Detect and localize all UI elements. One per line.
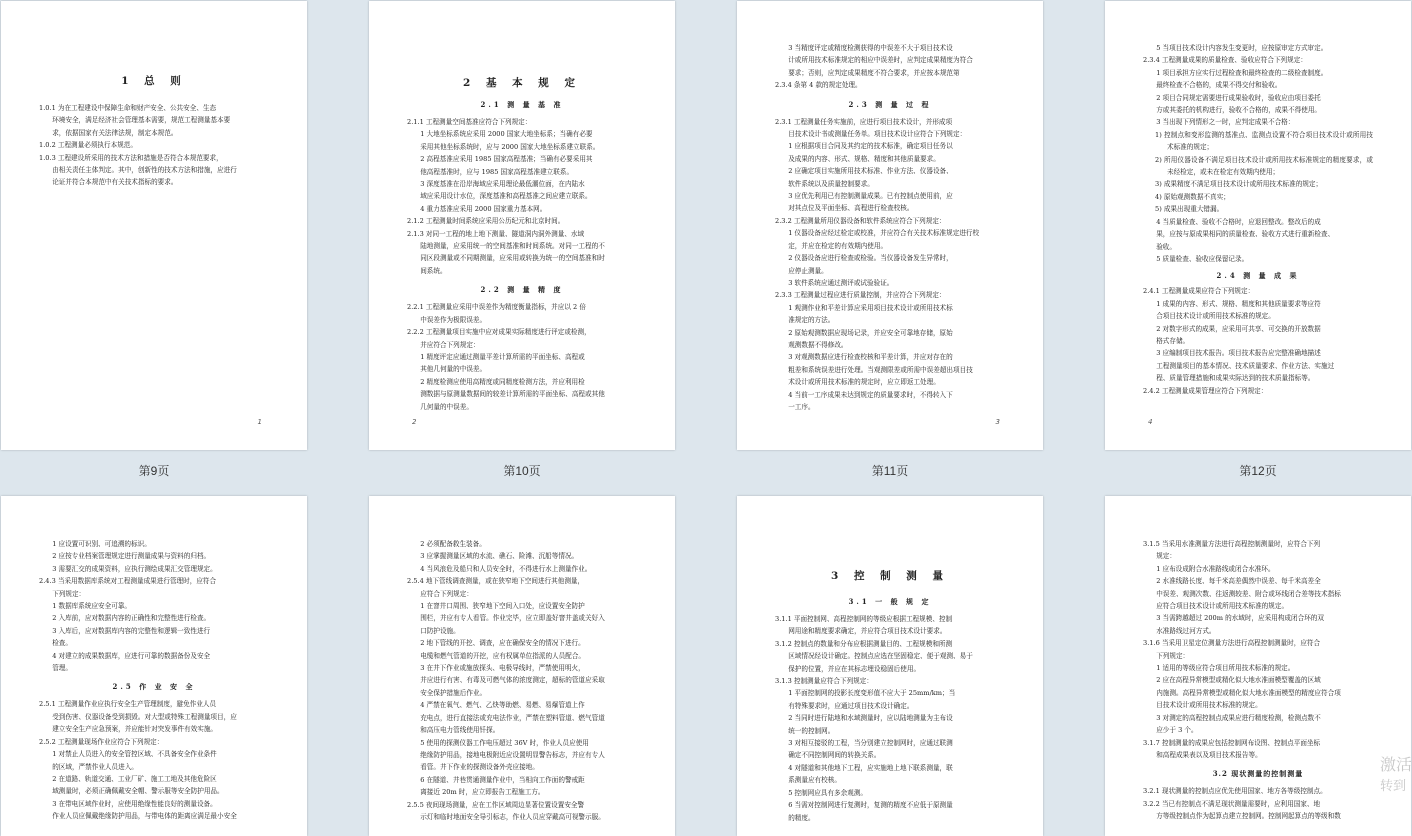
text-line: 2.5.5 夜间现场测量，应在工作区域周边显著位置设置安全警 <box>407 800 585 809</box>
text-line: 1 在窨井口周围、狭窄地下空间入口处，应设置安全防护 <box>420 602 585 611</box>
list-item: 5) 成果出现重大错漏。 <box>1155 205 1224 214</box>
text-line: 4 严禁在氧气、燃气、乙炔等助燃、易燃、易爆管道上作 <box>420 701 585 710</box>
text-line: 3.1.3 控制测量应符合下列规定： <box>775 677 873 686</box>
text-line: 2 精度检测应使用高精度或同精度检测方法，并应利用检 <box>420 377 585 386</box>
text-line: 5 当项目技术设计内容发生变更时，应按原审定方式审定。 <box>1156 44 1328 52</box>
text-line: 2 当同时进行陆地和水域测量时，应以陆地测量为主布设 <box>788 714 953 723</box>
text-line: 3.1.6 当采用卫星定位测量方法进行高程控制测量时，应符合 <box>1143 639 1321 648</box>
text-line: 3 当需跨越超过 200m 的水域时，应采用构成闭合环的双 <box>1156 614 1324 623</box>
text-line: 系测量应有校核。 <box>788 776 841 785</box>
text-line: 采用其他坐标系统时，应与 2000 国家大地坐标系建立联系。 <box>420 142 600 151</box>
text-line: 2 水准线路长度、每千米高差偶然中误差、每千米高差全 <box>1156 577 1321 586</box>
text-line: 2.5.2 工程测量现场作业应符合下列规定： <box>39 737 164 746</box>
page-caption-12[interactable]: 第12页 <box>1239 464 1277 478</box>
section-title: 2.5 作 业 安 全 <box>112 682 196 692</box>
text-line: 及成果的内容、形式、规格、精度和其他质量要求。 <box>788 154 940 163</box>
text-line: 1 观测作业和平差计算应采用项目技术设计或所用技术标 <box>788 303 953 312</box>
text-line: 离接近 20m 时，应立即报告工程施工方。 <box>420 788 545 797</box>
text-line: 4 对隧道和其他地下工程，应实施地上地下联系测量，联 <box>788 763 953 772</box>
text-line: 保护的位置，并应在其标志埋设稳固后使用。 <box>788 664 921 673</box>
text-line: 其他几何量的中误差。 <box>420 365 487 374</box>
text-line: 确定不同控制网间的转换关系。 <box>788 751 881 760</box>
text-line: 2.1.1 工程测量空间基准应符合下列规定： <box>407 118 532 126</box>
text-line: 准规定的方法。 <box>788 316 835 325</box>
text-line: 水准路线过河方式。 <box>1156 626 1216 635</box>
text-line: 2.3.3 工程测量过程应进行质量控制，并应符合下列规定： <box>775 291 946 300</box>
text-line: 安全保护措施后作业。 <box>420 688 487 697</box>
text-line: 统一的控制网。 <box>788 726 835 735</box>
text-line: 目技术设计或所用技术标准的规定。 <box>1156 701 1262 710</box>
page-number: 1 <box>257 418 262 426</box>
text-line: 1 应设置可识别、可追溯的标识。 <box>52 540 151 548</box>
text-line: 目技术设计书或测量任务单。项目技术设计应符合下列规定： <box>788 130 967 139</box>
text-line: 2 在道路、轨道交通、工业厂矿、施工工地及其他危险区 <box>52 774 217 783</box>
text-line: 观测数据不得修改。 <box>788 340 848 349</box>
watermark-line: 转到 <box>1379 779 1406 794</box>
chapter-title: 2 基 本 规 定 <box>463 77 581 89</box>
text-line: 3 需要汇交的成果资料，应执行测绘成果汇交管理规定。 <box>52 564 217 573</box>
section-title: 2.3 测 量 过 程 <box>848 99 932 109</box>
text-line: 程、质量管理措施和成果实际达到的技术质量指标等。 <box>1156 374 1315 383</box>
list-item: 3) 成果精度不满足项目技术设计或所用技术标准的规定； <box>1155 180 1323 189</box>
text-line: 3 入库后，应对数据库内容的完整性和逻辑一致性进行 <box>52 626 211 635</box>
text-line: 3.1.2 控制点的数量和分布应根据测量目的、工程规模和所测 <box>775 639 953 648</box>
text-line: 1.0.1 为在工程建设中保障生命和财产安全、公共安全、生态 <box>39 104 217 112</box>
text-line: 中误差、观测次数、往返测较差、附合或环线闭合差等技术指标 <box>1156 589 1341 598</box>
text-line: 2 仪器设备应进行检查或检验。当仪器设备发生异常时， <box>788 254 953 263</box>
text-line: 受到伤害、仪器设备受到损毁。对大型或特殊工程测量项目，应 <box>52 712 237 721</box>
text-line: 3.1.5 当采用水准测量方法进行高程控制测量时，应符合下列 <box>1143 540 1321 548</box>
text-line: 3 对测定的高程控制点成果应进行精度检测，检测点数不 <box>1156 713 1321 722</box>
text-line: 1.0.2 工程测量必须执行本规范。 <box>39 141 137 150</box>
section-title: 2.4 测 量 成 果 <box>1216 271 1300 281</box>
text-line: 建立安全生产应急预案，并应能针对突发事件有效实施。 <box>52 725 218 734</box>
text-line: 格式存储。 <box>1156 336 1190 345</box>
text-line: 要求；否则，应判定成果精度不符合要求，并应按本规范第 <box>788 68 960 77</box>
list-item: 1) 控制点和变形监测的基准点、监测点设置不符合项目技术设计或所用技术标准的规定； <box>1155 130 1373 152</box>
text-line: 3.1.7 控制测量的成果应包括控制网布设图、控制点平面坐标 <box>1143 738 1321 747</box>
text-line: 2.3.4 工程测量成果的质量检查、验收应符合下列规定： <box>1143 56 1307 65</box>
text-line: 计或所用技术标准规定的相应中误差时，应判定成果精度为符合 <box>788 56 973 65</box>
text-line: 区域情况经设计确定。控制点应选在坚固稳定、便于观测、易于 <box>788 652 973 661</box>
text-line: 4 当质量检查、验收不合格时，应退回整改。整改后的成 <box>1156 217 1321 226</box>
text-line: 2.2.2 工程测量项目实施中应对成果实际精度进行评定或检测， <box>407 328 591 337</box>
text-line: 的精度。 <box>788 813 815 822</box>
page-caption-11[interactable]: 第11页 <box>871 464 909 478</box>
text-line: 工程测量项目的基本情况、技术质量要求、作业方法、实施过 <box>1156 361 1335 370</box>
text-line: 的区域，严禁作业人员进入。 <box>52 762 138 771</box>
text-line: 2.3.2 工程测量所用仪器设备和软件系统应符合下列规定： <box>775 216 946 225</box>
text-line: 2.3.4 条第 4 款的规定处理。 <box>775 81 862 90</box>
text-line: 对其点位及平面坐标、高程进行检查校核。 <box>788 204 914 213</box>
text-line: 应停止测量。 <box>788 266 828 275</box>
text-line: 看管。井下作业的探测设备外壳应接地。 <box>420 763 539 772</box>
text-line: 2.4.3 当采用数据库系统对工程测量成果进行管理时，应符合 <box>39 577 217 586</box>
text-line: 2.5.4 地下管线调查测量，或在狭窄地下空间进行其他测量， <box>407 577 585 586</box>
text-line: 检查。 <box>52 639 72 648</box>
text-line: 由相关责任主体判定。其中，创新性的技术方法和措施，应进行 <box>52 166 237 175</box>
text-line: 2.3.1 工程测量任务实施前，应进行项目技术设计，并形成项 <box>775 117 953 126</box>
text-line: 求，依据国家有关法律法规，制定本规范。 <box>52 128 178 137</box>
text-line: 2 地下管线的开挖、调查，应在确保安全的情况下进行。 <box>420 639 585 648</box>
text-line: 围栏，并应有专人看管。作业完毕，应立即盖好窨井盖或关好入 <box>420 614 605 623</box>
text-line: 1 对禁止人员进入的安全管控区域、不具备安全作业条件 <box>52 750 217 759</box>
text-line: 环境安全，满足经济社会管理基本需要，规范工程测量基本要 <box>52 116 231 125</box>
text-line: 1 数据库系统应安全可靠。 <box>52 602 132 611</box>
text-line: 1 项目承担方应实行过程检查和最终检查的二级检查制度。 <box>1156 68 1328 77</box>
text-line: 并应进行有害、有毒及可燃气体的浓度测定，超标的管道应采取 <box>420 676 605 685</box>
text-line: 有特殊要求时，应通过项目技术设计确定。 <box>788 701 914 710</box>
list-item: 2) 所用仪器设备不满足项目技术设计或所用技术标准规定的精度要求，或未经检定，或未在检定有效期内使用； <box>1155 155 1373 177</box>
text-line: 1 仪器设备应经过检定或校准，并应符合有关技术标准规定进行校 <box>788 229 980 238</box>
activation-watermark <box>1380 754 1412 798</box>
text-line: 1 精度评定应通过测量平差计算所需的平面坐标、高程或 <box>420 352 585 361</box>
text-line: 2 应在高程异常模型或精化似大地水准面模型覆盖的区域 <box>1156 676 1321 685</box>
page-11 <box>737 1 1043 450</box>
text-line: 他高程基准时，应与 1985 国家高程基准建立联系。 <box>420 167 574 176</box>
text-line: 4 对建立的成果数据库，应进行可靠的数据备份及安全 <box>52 651 211 660</box>
section-title: 2.2 测 量 精 度 <box>480 285 564 295</box>
watermark-line: 激活 <box>1379 755 1412 774</box>
text-line: 1 应布设成附合水准路线或闭合水准环。 <box>1156 564 1275 573</box>
text-line: 方等级控制点作为起算点建立控制网。控制网起算点的等级和数 <box>1156 812 1341 821</box>
text-line: 验收。 <box>1156 242 1176 251</box>
page-number: 2 <box>412 418 417 426</box>
page-16 <box>1105 496 1411 836</box>
text-line: 和高压电力管线使用钎探。 <box>420 726 500 735</box>
page-12 <box>1105 1 1411 450</box>
text-line: 4 当风浪危及船只和人员安全时，不得进行水上测量作业。 <box>420 564 592 573</box>
text-line: 3.2.2 当已有控制点不满足现状测量需要时，应利用国家、地 <box>1143 799 1321 808</box>
text-line: 3 对观测数据应进行检查校核和平差计算，并应对存在的 <box>788 353 953 362</box>
text-line: 6 当需对控制网进行复测时，复测的精度不应低于原测量 <box>788 801 953 810</box>
text-line: 1 应根据项目合同及其约定的技术标准，确定项目任务以 <box>788 142 953 151</box>
text-line: 4 重力基准应采用 2000 国家重力基本网。 <box>420 204 547 213</box>
text-line: 果，应按与原成果相同的质量检查、验收方式进行重新检查、 <box>1156 230 1335 239</box>
text-line: 1.0.3 工程建设所采用的技术方法和措施是否符合本规范要求， <box>39 153 223 162</box>
text-line: 应少于 3 个。 <box>1156 726 1198 735</box>
text-line: 2.5.1 工程测量作业应执行安全生产管理制度，避免作业人员 <box>39 700 217 709</box>
text-line: 3 当精度评定或精度检测获得的中误差不大于项目技术设 <box>788 44 953 52</box>
text-line: 5 质量检查、验收应保留记录。 <box>1156 254 1249 263</box>
text-line: 口防护设施。 <box>420 626 460 635</box>
page-number: 3 <box>995 418 1000 426</box>
page-number: 4 <box>1148 418 1153 426</box>
section-title: 2.1 测 量 基 准 <box>480 100 564 109</box>
text-line: 规定： <box>1156 552 1176 561</box>
text-line: 论证并符合本规范中有关技术指标的要求。 <box>52 178 178 187</box>
text-line: 网用途和精度要求确定，并应符合项目技术设计要求。 <box>788 627 947 636</box>
text-line: 2.4.1 工程测量成果应符合下列规定： <box>1143 287 1255 296</box>
text-line: 1 平面控制网的投影长度变形值不应大于 25mm/km；当 <box>788 689 956 698</box>
text-line: 一工序。 <box>788 402 815 411</box>
text-line: 测数据与原测量数据间的较差计算所需的平面坐标、高程或其他 <box>420 390 605 399</box>
page-14 <box>369 496 675 836</box>
text-line: 2 项目合同规定需要进行成果验收时，验收应由项目委托 <box>1156 93 1321 102</box>
text-line: 2.2.1 工程测量应采用中误差作为精度衡量指标，并应以 2 倍 <box>407 303 586 312</box>
text-line: 5 使用的探测仪器工作电压超过 36V 时，作业人员应使用 <box>420 738 589 747</box>
text-line: 应符合下列规定： <box>420 589 473 598</box>
page-10 <box>369 1 675 450</box>
text-line: 方或其委托的机构进行，验收不合格的，成果不得使用。 <box>1156 106 1322 115</box>
text-line: 2 应确定项目实施所用技术标准、作业方法、仪器设备、 <box>788 167 953 176</box>
text-line: 3 软件系统应通过测评或试验验证。 <box>788 278 894 287</box>
text-line: 软件系统以及质量控制要求。 <box>788 179 874 188</box>
text-line: 域应采用设计水位，深度基准和高程基准之间应建立联系。 <box>420 192 592 201</box>
page-caption-10[interactable]: 第10页 <box>503 464 541 478</box>
text-line: 3 应优先利用已有控制测量成果。已有控制点使用前，应 <box>788 192 953 201</box>
text-line: 1 大地坐标系统应采用 2000 国家大地坐标系；当确有必要 <box>420 130 593 139</box>
text-line: 1 适用的等级应符合项目所用技术标准的规定。 <box>1156 664 1295 673</box>
text-line: 绝缘防护用品，接地电极附近应设置明显警告标志，并应有专人 <box>420 750 605 759</box>
section-title: 3.2 现状测量的控制测量 <box>1212 769 1304 779</box>
text-line: 2 入库前，应对数据内容的正确性和完整性进行检查。 <box>52 614 211 623</box>
text-line: 2 对数字形式的成果，应采用可共享、可交换的开放数据 <box>1156 324 1321 333</box>
list-item: 4) 原始观测数据不真实； <box>1155 192 1230 201</box>
text-line: 3 深度基准在沿岸海域应采用理论最低潮位面，在内陆水 <box>420 180 585 189</box>
text-line: 2.1.3 对同一工程的地上地下测量、隧道洞内洞外测量、水域 <box>407 229 585 238</box>
page-13 <box>1 496 307 836</box>
text-line: 管理。 <box>52 664 72 673</box>
text-line: 电缆和燃气管道的开挖，应有权属单位指派的人员配合。 <box>420 651 586 660</box>
text-line: 合项目技术设计或所用技术标准的规定。 <box>1156 312 1275 321</box>
text-line: 2 必须配备救生装备。 <box>420 540 486 548</box>
text-line: 和高程成果表以及项目技术报告等。 <box>1156 750 1262 759</box>
text-line: 充电点，进行直接法或充电法作业，严禁在塑料管道、燃气管道 <box>420 713 605 722</box>
text-line: 定，并应在检定的有效期内使用。 <box>788 241 888 250</box>
text-line: 3 应编制项目技术报告。项目技术报告应完整准确地描述 <box>1156 349 1321 358</box>
text-line: 几何量的中误差。 <box>420 402 473 411</box>
page-caption-9[interactable]: 第9页 <box>138 464 170 478</box>
page-15 <box>737 496 1043 836</box>
chapter-title: 3 控 制 测 量 <box>831 570 949 582</box>
text-line: 同区段测量或不同期测量，应采用或转换为统一的空间基准和时 <box>420 254 605 263</box>
text-line: 下列规定： <box>52 589 86 598</box>
text-line: 2.4.2 工程测量成果管理应符合下列规定： <box>1143 386 1268 395</box>
section-title: 3.1 一 般 规 定 <box>848 597 932 606</box>
text-line: 中误差作为极限误差。 <box>420 315 487 324</box>
text-line: 并应符合下列规定： <box>420 340 480 349</box>
text-line: 应符合项目技术设计或所用技术标准的规定。 <box>1156 602 1289 611</box>
text-line: 内施测。高程异常模型或精化似大地水准面模型的精度应符合项 <box>1156 688 1341 697</box>
page-9 <box>1 1 307 450</box>
text-line: 陆地测量，应采用统一的空间基准和时间系统。对同一工程的不 <box>420 242 605 251</box>
text-line: 域测量时，必须正确佩戴安全帽、警示服等安全防护用品。 <box>52 787 224 796</box>
text-line: 间系统。 <box>420 266 447 275</box>
text-line: 示灯和临时地面安全导引标志，作业人员应穿戴高可视警示服。 <box>420 812 605 821</box>
text-line: 2.1.2 工程测量时间系统应采用公历纪元和北京时间。 <box>407 217 565 226</box>
text-line: 5 控制网应具有多余观测。 <box>788 788 868 797</box>
text-line: 3 对相互接驳的工程，当分别建立控制网时，应通过联测 <box>788 739 953 748</box>
text-line: 3 在井下作业或施放探头、电极导线时，严禁使用明火， <box>420 664 585 673</box>
text-line: 2 应按专业档案管理规定进行测量成果与资料的归档。 <box>52 552 211 561</box>
text-line: 最终检查不合格的，成果不得交付和验收。 <box>1156 81 1282 90</box>
text-line: 3 在带电区域作业时，应使用绝缘性能良好的测量设备。 <box>52 799 217 808</box>
text-line: 3.2.1 现状测量的控制点应优先使用国家、地方各等级控制点。 <box>1143 787 1327 796</box>
text-line: 术设计或所用技术标准的规定时，应立即返工处理。 <box>788 378 940 387</box>
text-line: 6 在隧道、井巷贯通测量作业中，当相向工作面的警戒距 <box>420 775 585 784</box>
text-line: 1 成果的内容、形式、规格、精度和其他质量要求等应符 <box>1156 299 1321 308</box>
chapter-title: 1 总 则 <box>121 75 187 87</box>
text-line: 作业人员应佩戴绝缘防护用品，与带电体的距离应满足最小安全 <box>52 812 237 821</box>
text-line: 3.1.1 平面控制网、高程控制网的等级应根据工程规模、控制 <box>775 615 953 623</box>
text-line: 4 当前一工序成果未达到规定的质量要求时，不得转入下 <box>788 390 953 399</box>
text-line: 2 高程基准应采用 1985 国家高程基准；当确有必要采用其 <box>420 155 593 164</box>
text-line: 2 原始观测数据应现场记录，并应安全可靠地存储，原始 <box>788 328 953 337</box>
text-line: 下列规定： <box>1156 651 1190 660</box>
text-line: 3 应掌握测量区域的水流、礁石、险滩、沉船等情况。 <box>420 552 579 561</box>
text-line: 粗差和系统误差进行处理。当观测限差或所需中误差超出项目技 <box>788 365 973 374</box>
text-line: 3 当出现下列情形之一时，应判定成果不合格： <box>1156 118 1295 127</box>
